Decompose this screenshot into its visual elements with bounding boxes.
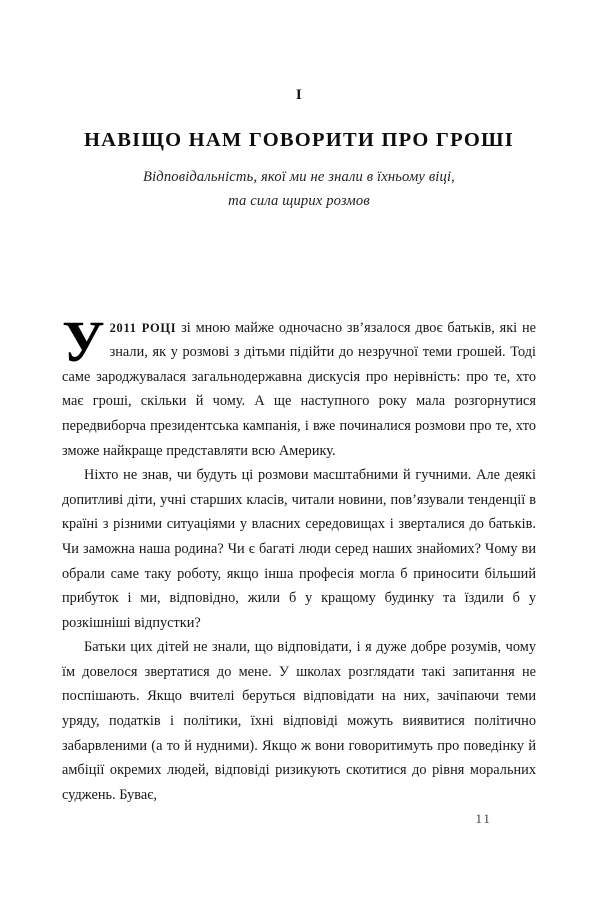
drop-cap: У	[62, 308, 105, 374]
paragraph-3: Батьки цих дітей не знали, що відповідати, і я дуже добре розумів, чому їм довелося звертатися до мене. У школах розглядати такі запитання не поспішають. Якщо вчителі беруться відповідати на них, зачіпаючи теми уряду, податків і політики, їхні відповіді можуть виявитися політично забарвленими (а то й нудними). Якщо ж вони говоритимуть про поведінку й амбіції окремих людей, відповіді ризикують скотитися до рівня моральних суджень. Буває,	[62, 639, 536, 803]
paragraph-1	[62, 308, 536, 464]
page-content	[62, 0, 536, 826]
body-text	[62, 308, 536, 808]
chapter-subtitle-line-2: та сила щирих розмов	[228, 192, 370, 209]
chapter-subtitle	[62, 166, 536, 213]
page-number-folio: 11	[475, 812, 492, 826]
opening-small-caps: 2011 РОЦІ	[109, 320, 177, 335]
chapter-title: НАВІЩО НАМ ГОВОРИТИ ПРО ГРОШІ	[83, 129, 515, 151]
paragraph-1-text: зі мною майже одночасно зв’язалося двоє батьків, які не знали, як у розмові з дітьми підійти до незручної теми грошей. Тоді саме зароджувалася загальнодержавна дискусія про нерівність: про те, хто має гроші, скільки й чому. А ще наступного року мала розгорнутися передвиборча президентська кампанія, і вже починалися розмови про те, хто зможе найкраще представляти всю Америку.	[62, 319, 536, 459]
paragraph-2: Ніхто не знав, чи будуть ці розмови масштабними й гучними. Але деякі допитливі діти, учні старших класів, читали новини, пов’язували тенденції в країні з різними ситуаціями у власних середовищах і зверталися до батьків. Чи заможна наша родина? Чи є багаті люди серед наших знайомих? Чому ви обрали саме таку роботу, якщо інша професія могла б приносити більший прибуток і ми, відповідно, жили б у кращому будинку та їздили б у розкішніші відпустки?	[62, 467, 536, 631]
chapter-subtitle-line-1: Відповідальність, якої ми не знали в їхньому віці,	[143, 169, 455, 186]
chapter-number: I	[295, 87, 303, 103]
